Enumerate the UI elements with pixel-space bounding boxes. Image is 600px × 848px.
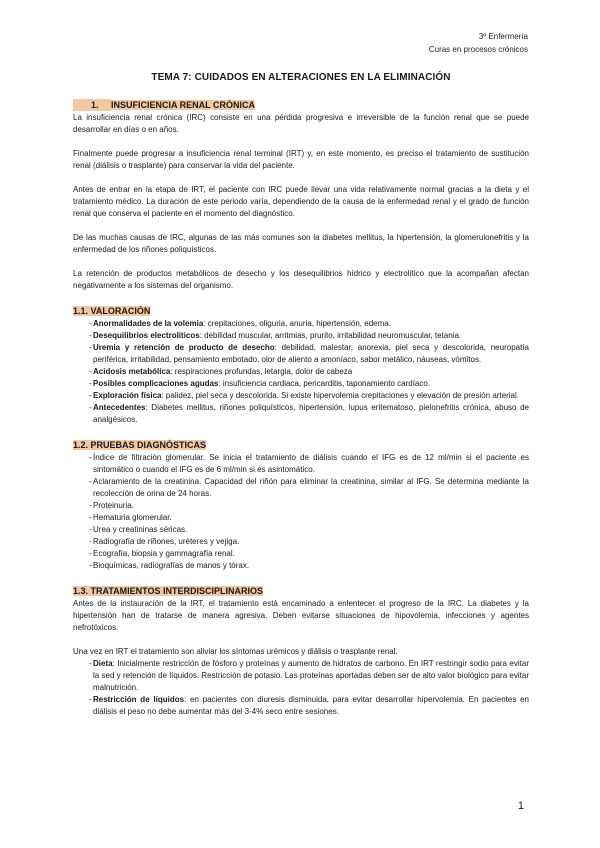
list-item (73, 318, 529, 330)
subsection-heading-pruebas (73, 439, 529, 451)
item-term: Acidosis metabólica (93, 367, 171, 376)
list-item (73, 366, 529, 378)
item-term: Anormalidades de la volemia (93, 319, 204, 328)
item-term: Restricción de líquidos (93, 695, 185, 704)
paragraph: De las muchas causas de IRC, algunas de las más comunes son la diabetes mellitus, la hipertensión, la glomerulonefritis y la enfermedad de los riñones poliquísticos. (73, 233, 529, 254)
list-item (73, 402, 529, 426)
item-text: : insuficiencia cardiaca, pericarditis, taponamiento cardíaco. (218, 379, 431, 388)
paragraph: La retención de productos metabólicos de desecho y los desequilibrios hídrico y electrolítico que la acompañan afectan negativamente a los sistemas del organismo. (73, 269, 529, 290)
list-item (73, 330, 529, 342)
subsection-title: 1.1. VALORACIÓN (73, 306, 151, 316)
item-term: Posibles complicaciones agudas (93, 379, 219, 388)
subsection-title: 1.2. PRUEBAS DIAGNÓSTICAS (73, 440, 207, 450)
subsection-title: 1.3. TRATAMIENTOS INTERDISCIPLINARIOS (73, 586, 264, 596)
document-body (73, 72, 529, 718)
paragraph: Antes de la instauración de la IRT, el tratamiento está encaminado a enlentecer el progreso de la IRC. La diabetes y la hipertensión han de tratarse de manera agresiva. Deben evitarse situaciones de hipovolemia, infecciones y agentes nefrotóxicos. (73, 599, 529, 632)
list-item (73, 452, 529, 476)
item-text: Bioquímicas, radiografías de manos y tórax. (93, 561, 250, 570)
bullet-dash: - (89, 513, 92, 522)
item-text: Radiografía de riñones, uréteres y vejiga. (93, 537, 240, 546)
subsection-heading-tratamientos (73, 585, 529, 597)
list-item (73, 694, 529, 718)
item-term: Desequilibrios electrolíticos (93, 331, 200, 340)
item-term: Uremia y retención de producto de desecho (93, 343, 275, 352)
item-text: : Diabetes mellitus, riñones poliquísticos, hipertensión, lupus eritematoso, pielonefritis crónica, abuso de analgésicos. (93, 403, 529, 424)
paragraph: Antes de entrar en la etapa de IRT, el paciente con IRC puede llevar una vida relativamente normal gracias a la dieta y el tratamiento médico. La duración de este periodo varía, dependiendo de la causa de la enfermedad renal y el grado de función renal que conserva el paciente en el momento del diagnóstico. (73, 185, 529, 218)
item-text: Urea y creatininas séricas. (93, 525, 188, 534)
bullet-dash: - (89, 319, 92, 328)
item-term: Dieta (93, 659, 113, 668)
bullet-dash: - (89, 453, 92, 462)
bullet-dash: - (89, 549, 92, 558)
list-item (73, 548, 529, 560)
item-text: Proteinuria. (93, 501, 134, 510)
item-text: Índice de filtración glomerular. Se inicia el tratamiento de diálisis cuando el IFG es de 12 ml/min si el paciente es sintomático o cuando el IFG es de 6 ml/min si es asintomático. (93, 453, 529, 474)
bullet-dash: - (89, 525, 92, 534)
item-text: : respiraciones profundas, letargia, dolor de cabeza (170, 367, 353, 376)
list-item (73, 378, 529, 390)
list-item (73, 560, 529, 572)
list-item (73, 658, 529, 694)
page-number: 1 (517, 800, 524, 812)
item-text: : Inicialmente restricción de fósforo y proteínas y aumento de hidratos de carbono. En IRT restringir sodio para evitar la sed y retención de líquidos. Restricción de potasio. Las proteínas aportadas deben ser de alto valor biológico para evitar malnutrición. (93, 659, 529, 692)
item-text: Hematuria glomerular. (93, 513, 172, 522)
item-text: : palidez, piel seca y descolorida. Si existe hipervolemia crepitaciones y elevación de presión arterial. (161, 391, 519, 400)
bullet-dash: - (89, 659, 92, 668)
item-text: Aclaramiento de la creatinina. Capacidad del riñón para eliminar la creatinina, similar al IFG. Se determina mediante la recolección de orina de 24 horas. (93, 477, 529, 498)
section-title: INSUFICIENCIA RENAL CRÓNICA (111, 100, 256, 110)
section-number: 1. (73, 99, 111, 111)
list-item (73, 390, 529, 402)
item-text: : debilidad muscular, arritmias, prurito, irritabilidad neuromuscular, tetania. (199, 331, 462, 340)
item-text: : en pacientes con diuresis disminuida, para evitar desarrollar hipervolemia. En pacientes en diálisis el peso no debe aumentar más del 3-4% seco entre sesiones. (93, 695, 530, 716)
section-heading-irc (73, 99, 529, 111)
valoracion-list (73, 318, 529, 426)
list-item (73, 524, 529, 536)
header-course-year: 3º Enfermería (478, 32, 528, 41)
bullet-dash: - (89, 403, 92, 412)
bullet-dash: - (89, 477, 92, 486)
bullet-dash: - (89, 695, 92, 704)
pruebas-list (73, 452, 529, 572)
item-text: Ecografía, biopsia y gammagrafía renal. (93, 549, 235, 558)
bullet-dash: - (89, 331, 92, 340)
bullet-dash: - (89, 343, 92, 352)
paragraph: Una vez en IRT el tratamiento son aliviar los síntomas urémicos y diálisis o trasplante renal. (73, 647, 398, 656)
list-item (73, 342, 529, 366)
list-item (73, 476, 529, 500)
bullet-dash: - (89, 367, 92, 376)
item-text: : debilidad, malestar, anorexia, piel seca y descolorida, neuropatía periférica, irritabilidad, pensamiento embotado, olor de aliento a amoníaco, sabor metálico, náuseas, vómitos. (93, 343, 529, 364)
list-item (73, 536, 529, 548)
document-title: TEMA 7: CUIDADOS EN ALTERACIONES EN LA ELIMINACIÓN (151, 72, 451, 83)
header-subject: Curas en procesos crónicos (428, 45, 528, 54)
list-item (73, 500, 529, 512)
item-term: Antecedentes (93, 403, 146, 412)
paragraph: Finalmente puede progresar a insuficiencia renal terminal (IRT) y, en este momento, es preciso el tratamiento de sustitución renal (diálisis o trasplante) para conservar la vida del paciente. (73, 149, 529, 170)
item-term: Exploración física (93, 391, 162, 400)
list-item (73, 512, 529, 524)
tratamientos-list (73, 658, 529, 718)
bullet-dash: - (89, 379, 92, 388)
subsection-heading-valoracion (73, 305, 529, 317)
bullet-dash: - (89, 561, 92, 570)
paragraph: La insuficiencia renal crónica (IRC) consiste en una pérdida progresiva e irreversible de la función renal que se puede desarrollar en días o en años. (73, 113, 529, 134)
bullet-dash: - (89, 501, 92, 510)
page-header (429, 30, 528, 56)
item-text: : crepitaciones, oliguria, anuria, hipertensión, edema. (203, 319, 391, 328)
bullet-dash: - (89, 537, 92, 546)
bullet-dash: - (89, 391, 92, 400)
